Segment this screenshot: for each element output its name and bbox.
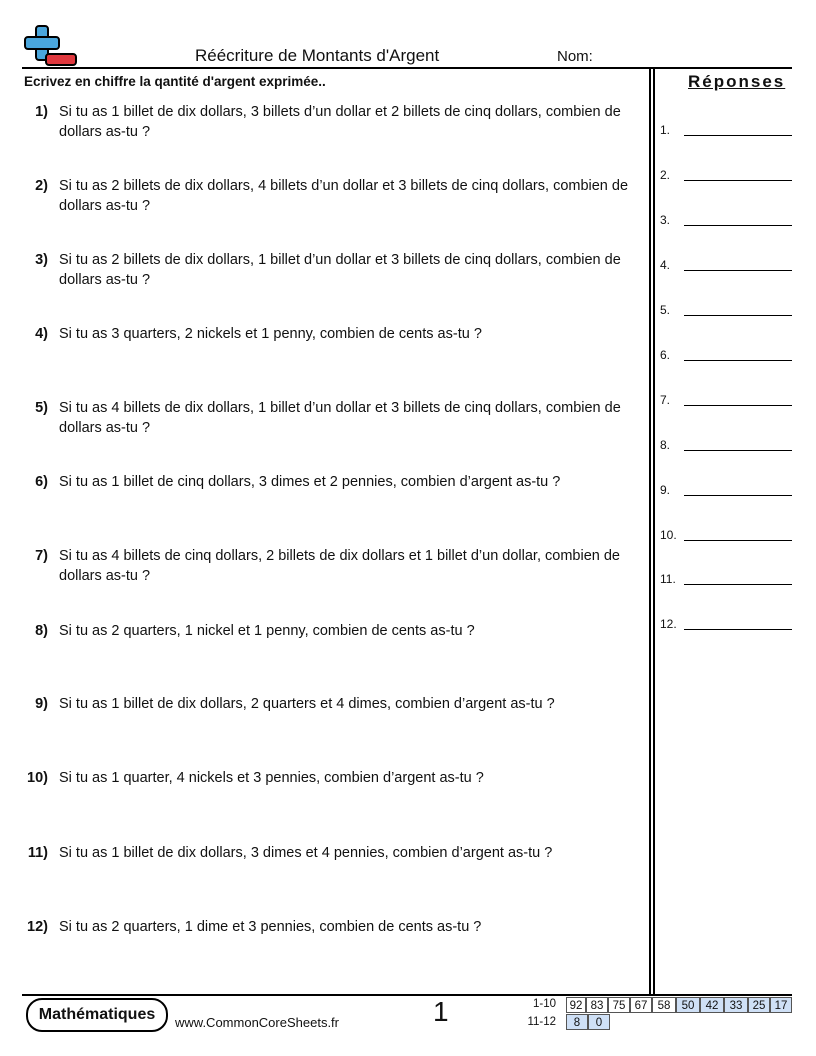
score-cell: 67 [630, 997, 652, 1013]
question-number: 6) [35, 474, 48, 490]
answer-label: 10. [660, 528, 677, 542]
question-text: Si tu as 3 quarters, 2 nickels et 1 penny, combien de cents as-tu ? [59, 326, 482, 342]
answer-blank[interactable] [660, 213, 800, 233]
plus-minus-logo-icon [22, 24, 80, 68]
question-number: 1) [35, 104, 48, 120]
question-text: Si tu as 2 quarters, 1 nickel et 1 penny, combien de cents as-tu ? [59, 623, 475, 639]
answer-label: 4. [660, 258, 671, 272]
page-title: Réécriture de Montants d'Argent [195, 46, 440, 65]
column-divider-left [649, 67, 651, 995]
answer-label: 5. [660, 303, 671, 317]
subject-badge: Mathématiques [26, 998, 168, 1032]
question-text: Si tu as 1 billet de dix dollars, 3 dimes et 4 pennies, combien d’argent as-tu ? [59, 845, 553, 861]
answers-title: Réponses [688, 72, 786, 91]
answer-blank[interactable] [660, 393, 800, 413]
question-text: Si tu as 1 billet de dix dollars, 2 quarters et 4 dimes, combien d’argent as-tu ? [59, 696, 555, 712]
question-text: Si tu as 4 billets de cinq dollars, 2 billets de dix dollars et 1 billet d’un dollar, combien de dollars as-tu ? [59, 548, 620, 584]
answer-blank[interactable] [660, 483, 800, 503]
answer-blank[interactable] [660, 438, 800, 458]
score-cell: 92 [566, 997, 586, 1013]
score-cell: 58 [652, 997, 676, 1013]
score-cell: 33 [724, 997, 748, 1013]
question-number: 10) [27, 770, 48, 786]
page-number: 1 [433, 996, 449, 1027]
answer-blank[interactable] [660, 168, 800, 188]
question-number: 11) [27, 845, 48, 861]
answer-line [684, 360, 792, 361]
question-text: Si tu as 4 billets de dix dollars, 1 billet d’un dollar et 3 billets de cinq dollars, combien de dollars as-tu ? [59, 400, 621, 436]
question-text: Si tu as 2 billets de dix dollars, 4 billets d’un dollar et 3 billets de cinq dollars, combien de dollars as-tu ? [59, 178, 629, 214]
answer-label: 7. [660, 393, 671, 407]
answer-label: 2. [660, 168, 671, 182]
answer-blank[interactable] [660, 617, 800, 637]
question-text: Si tu as 1 billet de cinq dollars, 3 dimes et 2 pennies, combien d’argent as-tu ? [59, 474, 561, 490]
question-text: Si tu as 1 billet de dix dollars, 3 billets d’un dollar et 2 billets de cinq dollars, combien de dollars as-tu ? [59, 104, 621, 140]
question-number: 4) [35, 326, 48, 342]
header-rule [22, 67, 792, 69]
question-text: Si tu as 2 quarters, 1 dime et 3 pennies, combien de cents as-tu ? [59, 919, 482, 935]
answer-blank[interactable] [660, 572, 800, 592]
answer-label: 6. [660, 348, 671, 362]
question-number: 8) [35, 623, 48, 639]
answer-line [684, 135, 792, 136]
score-cell: 50 [676, 997, 700, 1013]
answer-line [684, 495, 792, 496]
score-row-label: 11-12 [527, 1016, 556, 1028]
score-row-label: 1-10 [532, 998, 556, 1010]
column-divider-right [653, 67, 655, 995]
score-cell: 8 [566, 1014, 588, 1030]
answer-label: 3. [660, 213, 671, 227]
answer-label: 9. [660, 483, 671, 497]
answer-label: 1. [660, 123, 671, 137]
answer-line [684, 315, 792, 316]
answer-blank[interactable] [660, 528, 800, 548]
answer-label: 8. [660, 438, 671, 452]
name-label: Nom: [557, 48, 593, 65]
question-number: 7) [35, 548, 48, 564]
question-number: 9) [35, 696, 48, 712]
answer-blank[interactable] [660, 348, 800, 368]
score-cell: 83 [586, 997, 608, 1013]
score-cell: 17 [770, 997, 792, 1013]
answer-line [684, 629, 792, 630]
question-text: Si tu as 2 billets de dix dollars, 1 billet d’un dollar et 3 billets de cinq dollars, combien de dollars as-tu ? [59, 252, 621, 288]
answer-line [684, 270, 792, 271]
score-cell: 75 [608, 997, 630, 1013]
question-number: 5) [35, 400, 48, 416]
question-number: 3) [35, 252, 48, 268]
answer-line [684, 584, 792, 585]
answer-blank[interactable] [660, 303, 800, 323]
score-cell: 42 [700, 997, 724, 1013]
score-cell: 0 [588, 1014, 610, 1030]
answer-label: 12. [660, 617, 677, 631]
answer-label: 11. [660, 572, 676, 586]
answer-blank[interactable] [660, 258, 800, 278]
question-text: Si tu as 1 quarter, 4 nickels et 3 pennies, combien d’argent as-tu ? [59, 770, 484, 786]
answer-line [684, 405, 792, 406]
answer-line [684, 180, 792, 181]
question-number: 12) [27, 919, 48, 935]
question-number: 2) [35, 178, 48, 194]
footer-rule [22, 994, 792, 996]
answer-blank[interactable] [660, 123, 800, 143]
answer-line [684, 540, 792, 541]
site-url: www.CommonCoreSheets.fr [175, 1015, 339, 1030]
answer-line [684, 225, 792, 226]
score-cell: 25 [748, 997, 770, 1013]
answer-line [684, 450, 792, 451]
instructions: Ecrivez en chiffre la qantité d'argent exprimée.. [24, 74, 326, 89]
